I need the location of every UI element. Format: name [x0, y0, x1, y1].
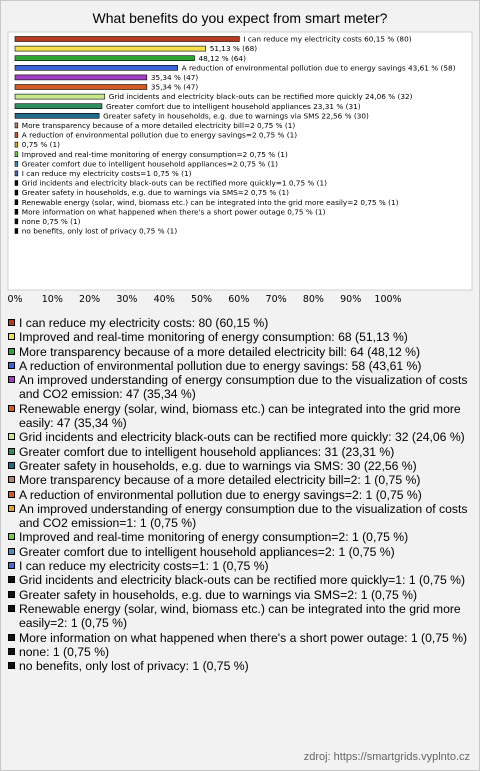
bar-label: none 0,75 % (1) [21, 217, 81, 226]
bar-label: I can reduce my electricity costs=1 0,75 % (1) [21, 169, 192, 178]
legend-text: no benefits, only lost of privacy: 1 (0,75 %) [19, 659, 249, 674]
legend-item [8, 545, 474, 559]
legend-text: Improved and real-time monitoring of energy consumption: 68 (51,13 %) [19, 330, 408, 345]
legend-item [8, 373, 474, 402]
x-tick-label: 80% [302, 294, 324, 305]
bar [15, 46, 206, 51]
bar-label: 48,12 % (64) [198, 53, 246, 63]
legend-swatch [8, 405, 15, 412]
legend-item [8, 402, 474, 431]
bar-label: Greater comfort due to intelligent household appliances 23,31 % (31) [105, 101, 361, 111]
legend-text: A reduction of environmental pollution due to energy savings=2: 1 (0,75 %) [19, 487, 422, 502]
legend-item [8, 573, 474, 587]
bar [15, 142, 18, 147]
bar [15, 113, 99, 118]
legend-swatch [8, 533, 15, 540]
legend-swatch [8, 462, 15, 469]
legend-swatch [8, 662, 15, 669]
legend-item [8, 502, 474, 531]
legend-swatch [8, 548, 15, 555]
legend-text: An improved understanding of energy consumption due to the visualization of costs and CO2 emission=1: 1 (0,75 %) [19, 501, 468, 531]
legend-swatch [8, 319, 15, 326]
bar [15, 200, 18, 205]
bar-label: 0,75 % (1) [21, 140, 60, 150]
bar-label: Renewable energy (solar, wind, biomass etc.) can be integrated into the grid more easily=2 0,75 % (1) [21, 197, 399, 207]
bar-label: 51,13 % (68) [209, 44, 258, 54]
legend-item [8, 345, 474, 359]
bar [15, 133, 18, 138]
legend-item [8, 430, 474, 444]
legend-swatch [8, 648, 15, 655]
x-tick-label: 60% [228, 294, 250, 305]
bar [15, 94, 105, 99]
legend-text: More transparency because of a more detailed electricity bill=2: 1 (0,75 %) [19, 473, 421, 488]
bar-chart [0, 0, 480, 312]
legend-swatch [8, 476, 15, 483]
legend-item [8, 602, 474, 631]
bar-label: Improved and real-time monitoring of energy consumption=2 0,75 % (1) [21, 149, 288, 159]
legend-swatch [8, 491, 15, 498]
legend-swatch [8, 348, 15, 355]
legend-item [8, 659, 474, 673]
legend-item [8, 645, 474, 659]
legend-swatch [8, 505, 15, 512]
legend-swatch [8, 576, 15, 583]
bar [15, 37, 239, 42]
x-tick-label: 50% [190, 294, 213, 305]
bar [15, 161, 18, 166]
legend-text: none: 1 (0,75 %) [19, 644, 110, 659]
bar-label: Greater safety in households, e.g. due to warnings via SMS 22,56 % (30) [103, 111, 369, 121]
legend-swatch [8, 591, 15, 598]
x-tick-label: 70% [265, 294, 287, 305]
legend-text: Renewable energy (solar, wind, biomass etc.) can be integrated into the grid more easily: 47 (35,34 %) [19, 401, 461, 431]
bar [15, 104, 102, 109]
legend-item [8, 316, 474, 330]
x-tick-label: 20% [79, 294, 101, 305]
x-tick-label: 100% [374, 294, 402, 305]
bar-label: A reduction of environmental pollution due to energy savings 43,61 % (58) [181, 63, 456, 73]
legend [8, 316, 474, 673]
legend-text: Greater comfort due to intelligent household appliances: 31 (23,31 %) [19, 444, 395, 459]
legend-text: Renewable energy (solar, wind, biomass etc.) can be integrated into the grid more easily=2: 1 (0,75 %) [19, 601, 461, 631]
legend-item [8, 488, 474, 502]
legend-text: Greater comfort due to intelligent household appliances=2: 1 (0,75 %) [19, 544, 395, 559]
legend-text: I can reduce my electricity costs=1: 1 (0,75 %) [19, 559, 269, 574]
legend-text: An improved understanding of energy consumption due to the visualization of costs and CO2 emission: 47 (35,34 %) [19, 373, 468, 402]
legend-text: Greater safety in households, e.g. due to warnings via SMS: 30 (22,56 %) [19, 458, 417, 473]
bar [15, 75, 147, 80]
legend-swatch [8, 562, 15, 569]
x-tick-label: 10% [41, 294, 63, 305]
legend-item [8, 330, 474, 344]
legend-text: Grid incidents and electricity black-outs can be rectified more quickly=1: 1 (0,75 %) [19, 573, 466, 588]
x-tick-label: 90% [340, 294, 362, 305]
legend-swatch [8, 448, 15, 455]
legend-item [8, 530, 474, 544]
legend-text: Improved and real-time monitoring of energy consumption=2: 1 (0,75 %) [19, 530, 409, 545]
legend-item [8, 631, 474, 645]
legend-swatch [8, 333, 15, 340]
bar-label: More transparency because of a more detailed electricity bill=2 0,75 % (1) [21, 121, 296, 130]
bar-label: More information on what happened when there's a short power outage 0,75 % (1) [21, 207, 326, 217]
x-tick-label: 30% [116, 294, 138, 305]
bar [15, 171, 18, 176]
bar-label: I can reduce my electricity costs 60,15 % (80) [243, 34, 412, 44]
legend-item [8, 445, 474, 459]
legend-swatch [8, 634, 15, 641]
legend-text: More transparency because of a more detailed electricity bill: 64 (48,12 %) [19, 344, 421, 359]
bar [15, 123, 18, 128]
bar-label: A reduction of environmental pollution due to energy savings=2 0,75 % (1) [21, 130, 298, 140]
legend-text: I can reduce my electricity costs: 80 (60,15 %) [19, 316, 269, 330]
bar [15, 229, 18, 234]
legend-swatch [8, 376, 15, 383]
legend-swatch [8, 433, 15, 440]
legend-text: Greater safety in households, e.g. due to warnings via SMS=2: 1 (0,75 %) [19, 587, 418, 602]
x-axis [7, 294, 401, 305]
bar-label: 35,34 % (47) [150, 82, 199, 92]
bar [15, 152, 18, 157]
bar-label: Grid incidents and electricity black-outs can be rectified more quickly 24,06 % (32) [108, 92, 413, 102]
legend-text: A reduction of environmental pollution due to energy savings: 58 (43,61 %) [19, 358, 422, 373]
legend-text: Grid incidents and electricity black-outs can be rectified more quickly: 32 (24,06 %) [19, 430, 465, 445]
bar [15, 56, 194, 61]
bar [15, 219, 18, 224]
legend-item [8, 473, 474, 487]
bar [15, 85, 147, 90]
x-tick-label: 0% [7, 294, 23, 305]
source-note: zdroj: https://smartgrids.vyplnto.cz [303, 751, 470, 763]
chart-title: What benefits do you expect from smart meter? [92, 10, 388, 26]
legend-item [8, 588, 474, 602]
bar [15, 181, 18, 186]
x-tick-label: 40% [153, 294, 175, 305]
legend-item [8, 459, 474, 473]
bar-label: Greater safety in households, e.g. due to warnings via SMS=2 0,75 % (1) [21, 188, 289, 198]
bar [15, 209, 18, 214]
bar-label: 35,34 % (47) [150, 73, 199, 82]
legend-item [8, 359, 474, 373]
bar [15, 65, 178, 70]
legend-text: More information on what happened when there's a short power outage: 1 (0,75 %) [19, 630, 468, 645]
legend-swatch [8, 362, 15, 369]
bar-label: Greater comfort due to intelligent household appliances=2 0,75 % (1) [21, 159, 278, 169]
bar-label: no benefits, only lost of privacy 0,75 % (1) [21, 226, 178, 236]
legend-item [8, 559, 474, 573]
bar-label: Grid incidents and electricity black-outs can be rectified more quickly=1 0,75 % (1) [21, 178, 328, 188]
bar [15, 190, 18, 195]
legend-swatch [8, 605, 15, 612]
